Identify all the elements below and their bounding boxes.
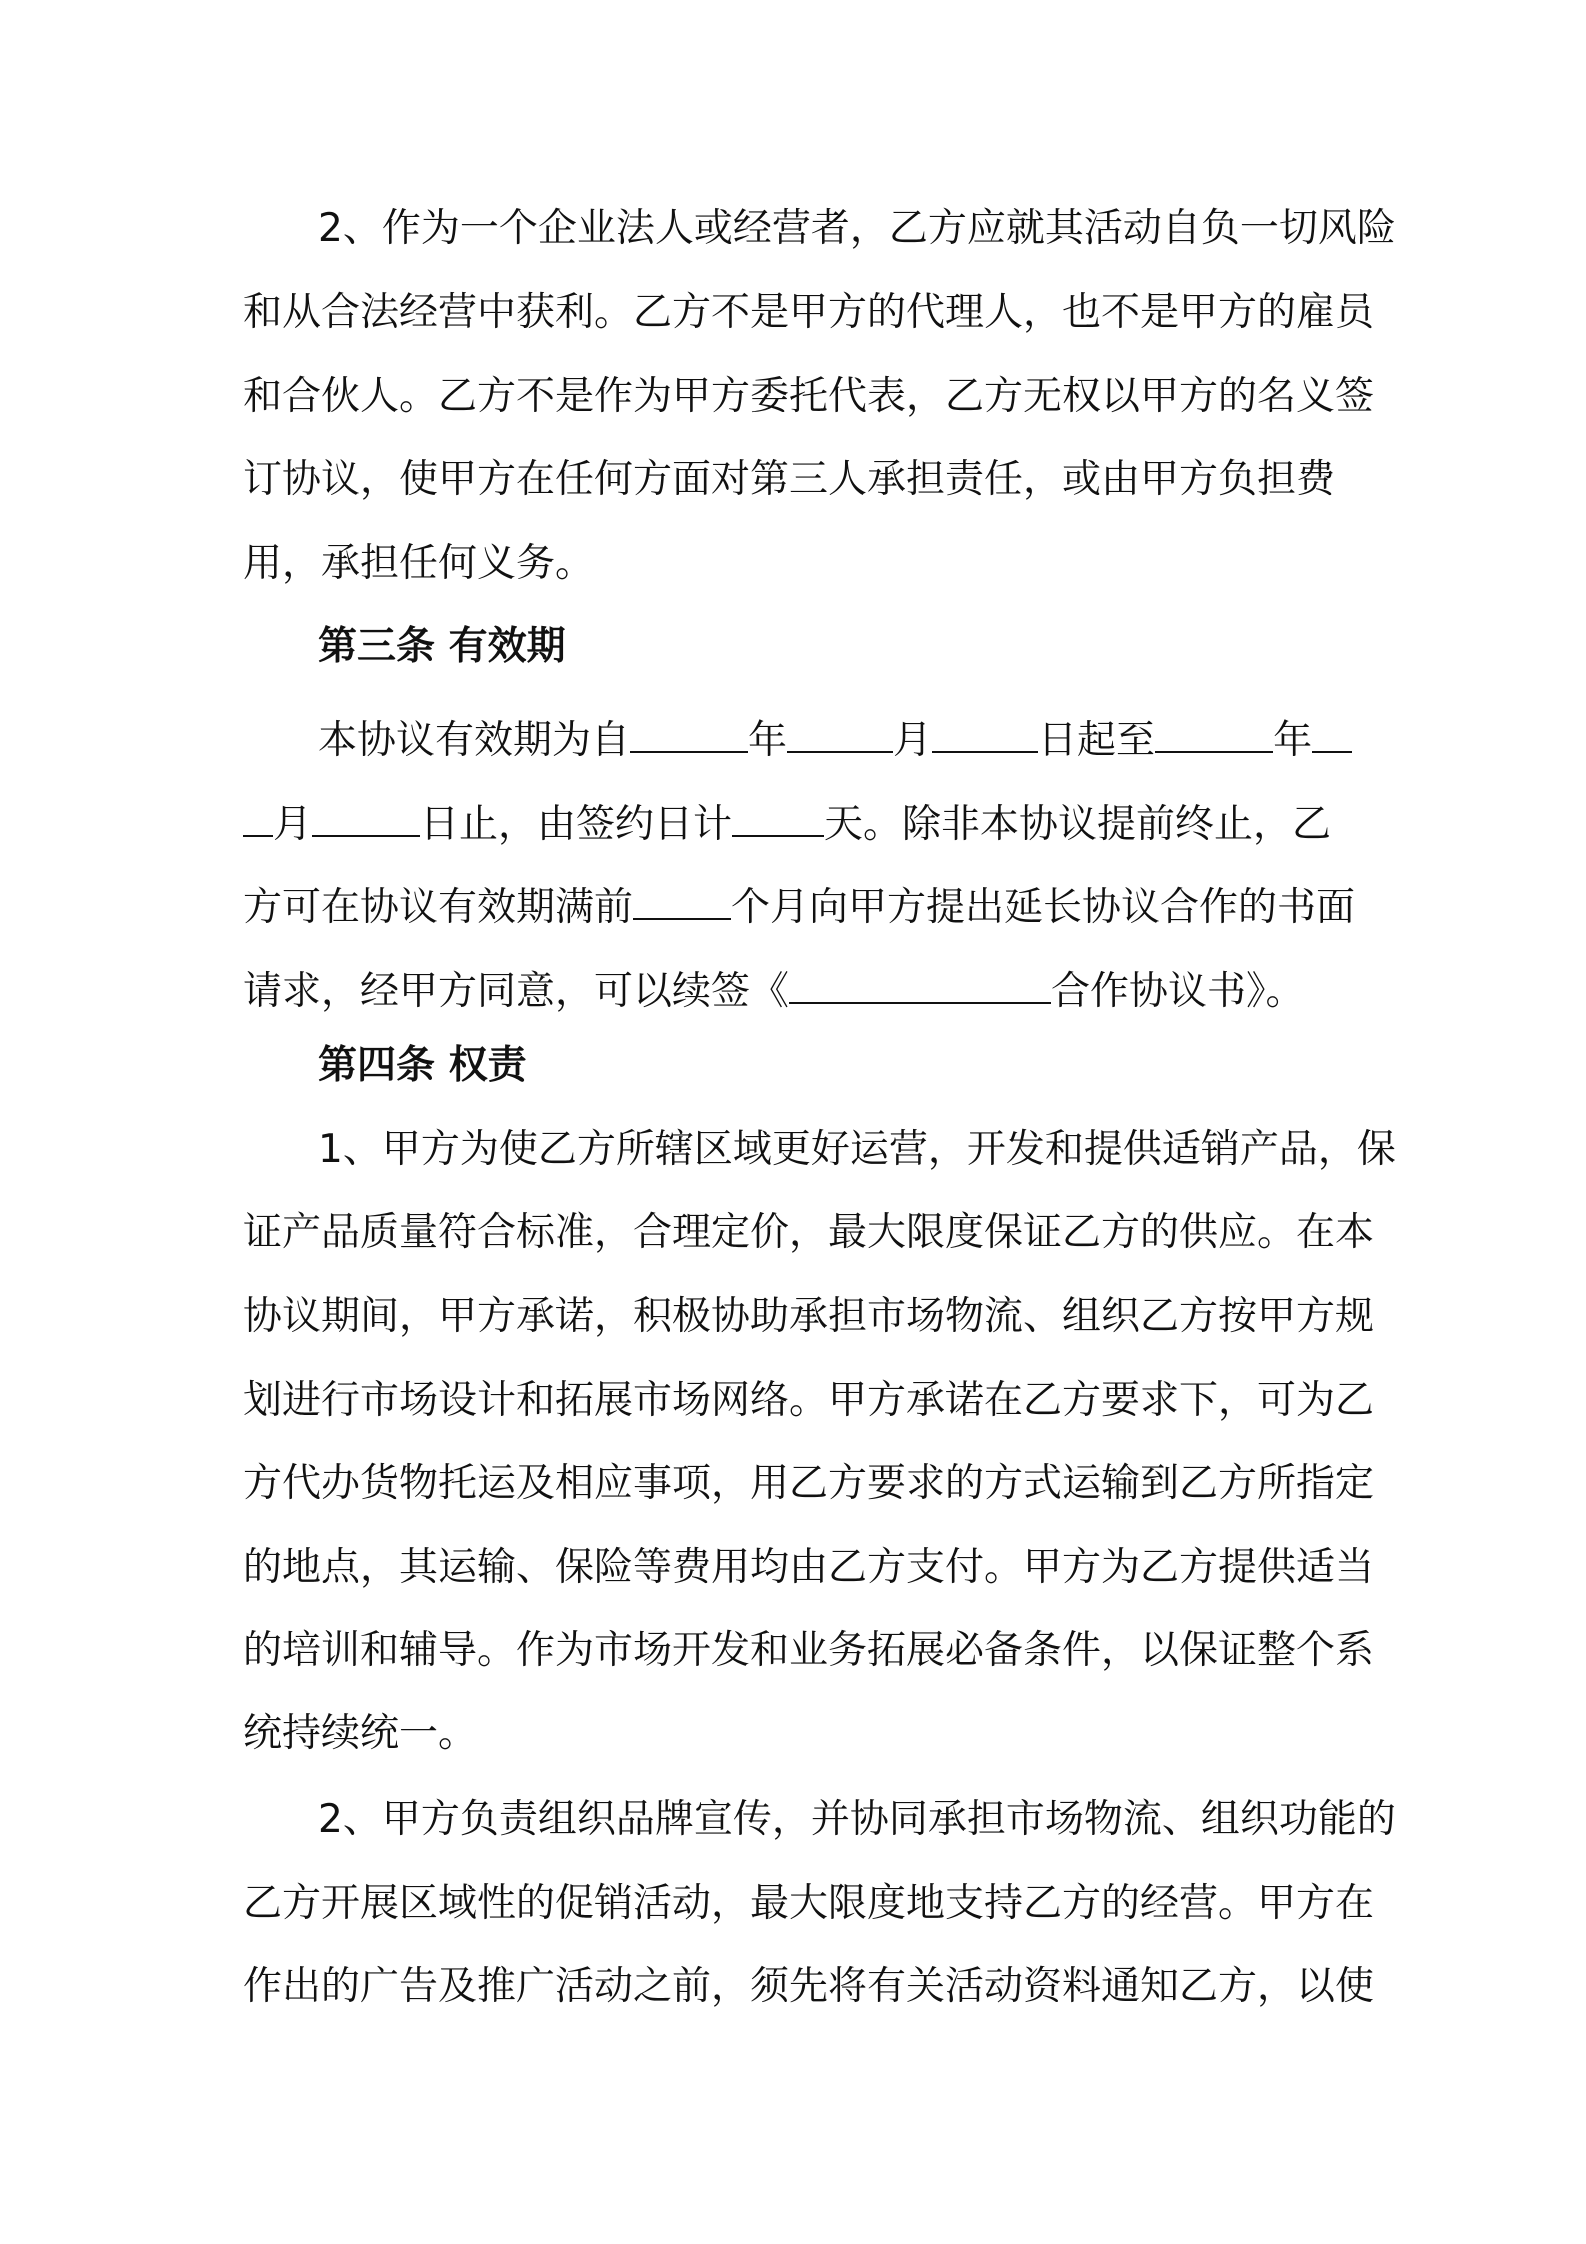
- para4-1-line3: 协议期间，甲方承诺，积极协助承担市场物流、组织乙方按甲方规: [243, 1294, 1375, 1339]
- validity-text: 年: [1273, 718, 1313, 763]
- validity-text: 方可在协议有效期满前: [243, 885, 634, 930]
- blank-end-month-cont: [243, 797, 273, 837]
- para1-line1: 2、作为一个企业法人或经营者，乙方应就其活动自负一切风险: [318, 206, 1396, 251]
- para4-2-line1: 2、甲方负责组织品牌宣传，并协同承担市场物流、组织功能的: [318, 1797, 1396, 1842]
- validity-text: 合作协议书》。: [1051, 969, 1305, 1014]
- validity-text: 月: [893, 718, 933, 763]
- para4-2-line3: 作出的广告及推广活动之前，须先将有关活动资料通知乙方，以使: [243, 1964, 1375, 2009]
- blank-start-year: [630, 713, 748, 753]
- validity-line4: [243, 964, 1305, 1017]
- para1-line2: 和从合法经营中获利。乙方不是甲方的代理人，也不是甲方的雇员: [243, 290, 1375, 335]
- validity-text: 年: [748, 718, 788, 763]
- validity-line1: [318, 713, 1352, 766]
- validity-text: 日止，由签约日计: [420, 802, 733, 847]
- blank-end-year: [1155, 713, 1273, 753]
- validity-text: 个月向甲方提出延长协议合作的书面: [731, 885, 1356, 930]
- validity-text: 月: [273, 802, 313, 847]
- blank-months: [633, 880, 731, 920]
- validity-line2: [243, 797, 1331, 850]
- para4-1-line7: 的培训和辅导。作为市场开发和业务拓展必备条件，以保证整个系: [243, 1628, 1375, 1673]
- para4-1-line8: 统持续统一。: [243, 1711, 478, 1756]
- blank-end-month-part: [1312, 713, 1352, 753]
- para4-1-line1: 1、甲方为使乙方所辖区域更好运营，开发和提供适销产品，保: [318, 1127, 1396, 1172]
- para1-line3: 和合伙人。乙方不是作为甲方委托代表，乙方无权以甲方的名义签: [243, 374, 1375, 419]
- validity-text: 本协议有效期为自: [318, 718, 631, 763]
- para1-line5: 用，承担任何义务。: [243, 541, 595, 586]
- para1-line4: 订协议，使甲方在任何方面对第三人承担责任，或由甲方负担费: [243, 457, 1336, 502]
- section-3-heading: 第三条 有效期: [318, 624, 566, 669]
- blank-start-day: [932, 713, 1038, 753]
- para4-1-line6: 的地点，其运输、保险等费用均由乙方支付。甲方为乙方提供适当: [243, 1545, 1375, 1590]
- para4-1-line2: 证产品质量符合标准，合理定价，最大限度保证乙方的供应。在本: [243, 1210, 1375, 1255]
- blank-agreement-name: [789, 964, 1051, 1004]
- blank-end-day: [312, 797, 420, 837]
- section-4-heading: 第四条 权责: [318, 1043, 527, 1088]
- para4-2-line2: 乙方开展区域性的促销活动，最大限度地支持乙方的经营。甲方在: [243, 1881, 1375, 1926]
- validity-text: 天。除非本协议提前终止，乙: [824, 802, 1332, 847]
- blank-start-month: [787, 713, 893, 753]
- validity-text: 日起至: [1038, 718, 1156, 763]
- para4-1-line5: 方代办货物托运及相应事项，用乙方要求的方式运输到乙方所指定: [243, 1461, 1375, 1506]
- para4-1-line4: 划进行市场设计和拓展市场网络。甲方承诺在乙方要求下，可为乙: [243, 1378, 1375, 1423]
- validity-line3: [243, 880, 1355, 933]
- blank-days: [732, 797, 824, 837]
- validity-text: 请求，经甲方同意，可以续签《: [243, 969, 790, 1014]
